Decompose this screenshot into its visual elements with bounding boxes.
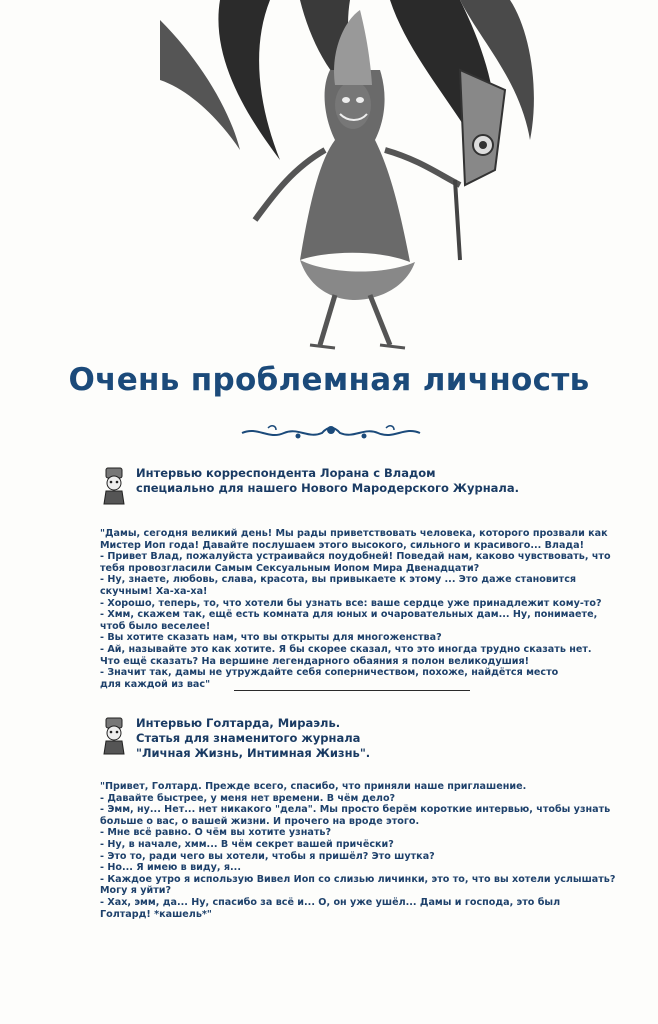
interview-text-line: - Хмм, скажем так, ещё есть комната для юных и очаровательных дам... Ну, понимаете, — [100, 609, 598, 621]
interview-text-line: - Ну, в начале, хмм... В чём секрет вашей причёски? — [100, 838, 394, 850]
interview-text-line: - Значит так, дамы не утруждайте себя соперничеством, похоже, найдётся место — [100, 667, 559, 679]
interview-heading-line: "Личная Жизнь, Интимная Жизнь". — [136, 746, 371, 760]
ink-illustration — [160, 0, 540, 355]
interview-text-line: - Вы хотите сказать нам, что вы открыты для многоженства? — [100, 632, 442, 644]
decorative-divider — [238, 422, 424, 444]
interview-text-line: - Привет Влад, пожалуйста устраивайся поудобней! Поведай нам, каково чувствовать, что — [100, 551, 611, 563]
interview-text-line: скучным! Ха-ха-ха! — [100, 585, 208, 597]
character-avatar-icon — [100, 466, 130, 506]
interview-text-line: Могу я уйти? — [100, 885, 172, 897]
interview-text-line: "Дамы, сегодня великий день! Мы рады приветствовать человека, которого прозвали как — [100, 528, 608, 539]
page-title: Очень проблемная личность — [68, 362, 590, 398]
interview-text-line: тебя провозгласили Самым Сексуальным Иопом Мира Двенадцати? — [100, 562, 480, 574]
interview-text-line: - Давайте быстрее, у меня нет времени. В чём дело? — [100, 792, 396, 804]
interview-text-line: - Каждое утро я использую Вивел Иоп со слизью личинки, это то, что вы хотели услышать? — [100, 873, 616, 885]
interview-text-line: - Хах, эмм, да... Ну, спасибо за всё и... О, он уже ушёл... Дамы и господа, это был — [100, 896, 561, 908]
interview-text-line: Голтард! *кашель*" — [100, 908, 212, 920]
interview-text-line: чтоб было веселее! — [100, 620, 211, 632]
character-avatar-icon — [100, 716, 130, 756]
interview-text-line: больше о вас, о вашей жизни. И прочего на вроде этого. — [100, 815, 420, 827]
interview-text-line: для каждой из вас" — [100, 678, 211, 690]
interview-section-vlad — [100, 466, 620, 690]
interview-heading-line: Интервью корреспондента Лорана с Владом — [136, 466, 436, 480]
interview-heading-line: Интервью Голтарда, Мираэль. — [136, 716, 341, 730]
interview-text-line: Мистер Иоп года! Давайте послушаем этого высокого, сильного и красивого... Влада! — [100, 539, 585, 551]
section-divider — [234, 690, 470, 691]
interview-text-line: Что ещё сказать? На вершине легендарного обаяния я полон великодушия! — [100, 655, 530, 667]
interview-heading-line: Статья для знаменитого журнала — [136, 731, 361, 745]
interview-text-line: - Эмм, ну... Нет... нет никакого "дела". Мы просто берём короткие интервью, чтобы узнать — [100, 804, 611, 816]
interview-text-line: - Это то, ради чего вы хотели, чтобы я пришёл? Это шутка? — [100, 850, 435, 862]
interview-text-line: - Мне всё равно. О чём вы хотите узнать? — [100, 827, 332, 839]
interview-text-line: "Привет, Голтард. Прежде всего, спасибо, что приняли наше приглашение. — [100, 781, 527, 792]
interview-text-line: - Ну, знаете, любовь, слава, красота, вы привыкаете к этому ... Это даже становится — [100, 574, 577, 586]
interview-text-line: - Хорошо, теперь, то, что хотели бы узнать все: ваше сердце уже принадлежит кому-то? — [100, 597, 602, 609]
interview-text-line: - Ай, называйте это как хотите. Я бы скорее сказал, что это иногда трудно сказать нет. — [100, 643, 592, 655]
interview-section-goltard — [100, 716, 620, 920]
interview-heading-line: специально для нашего Нового Мародерского Журнала. — [136, 481, 519, 495]
interview-text-line: - Но... Я имею в виду, я... — [100, 862, 241, 874]
